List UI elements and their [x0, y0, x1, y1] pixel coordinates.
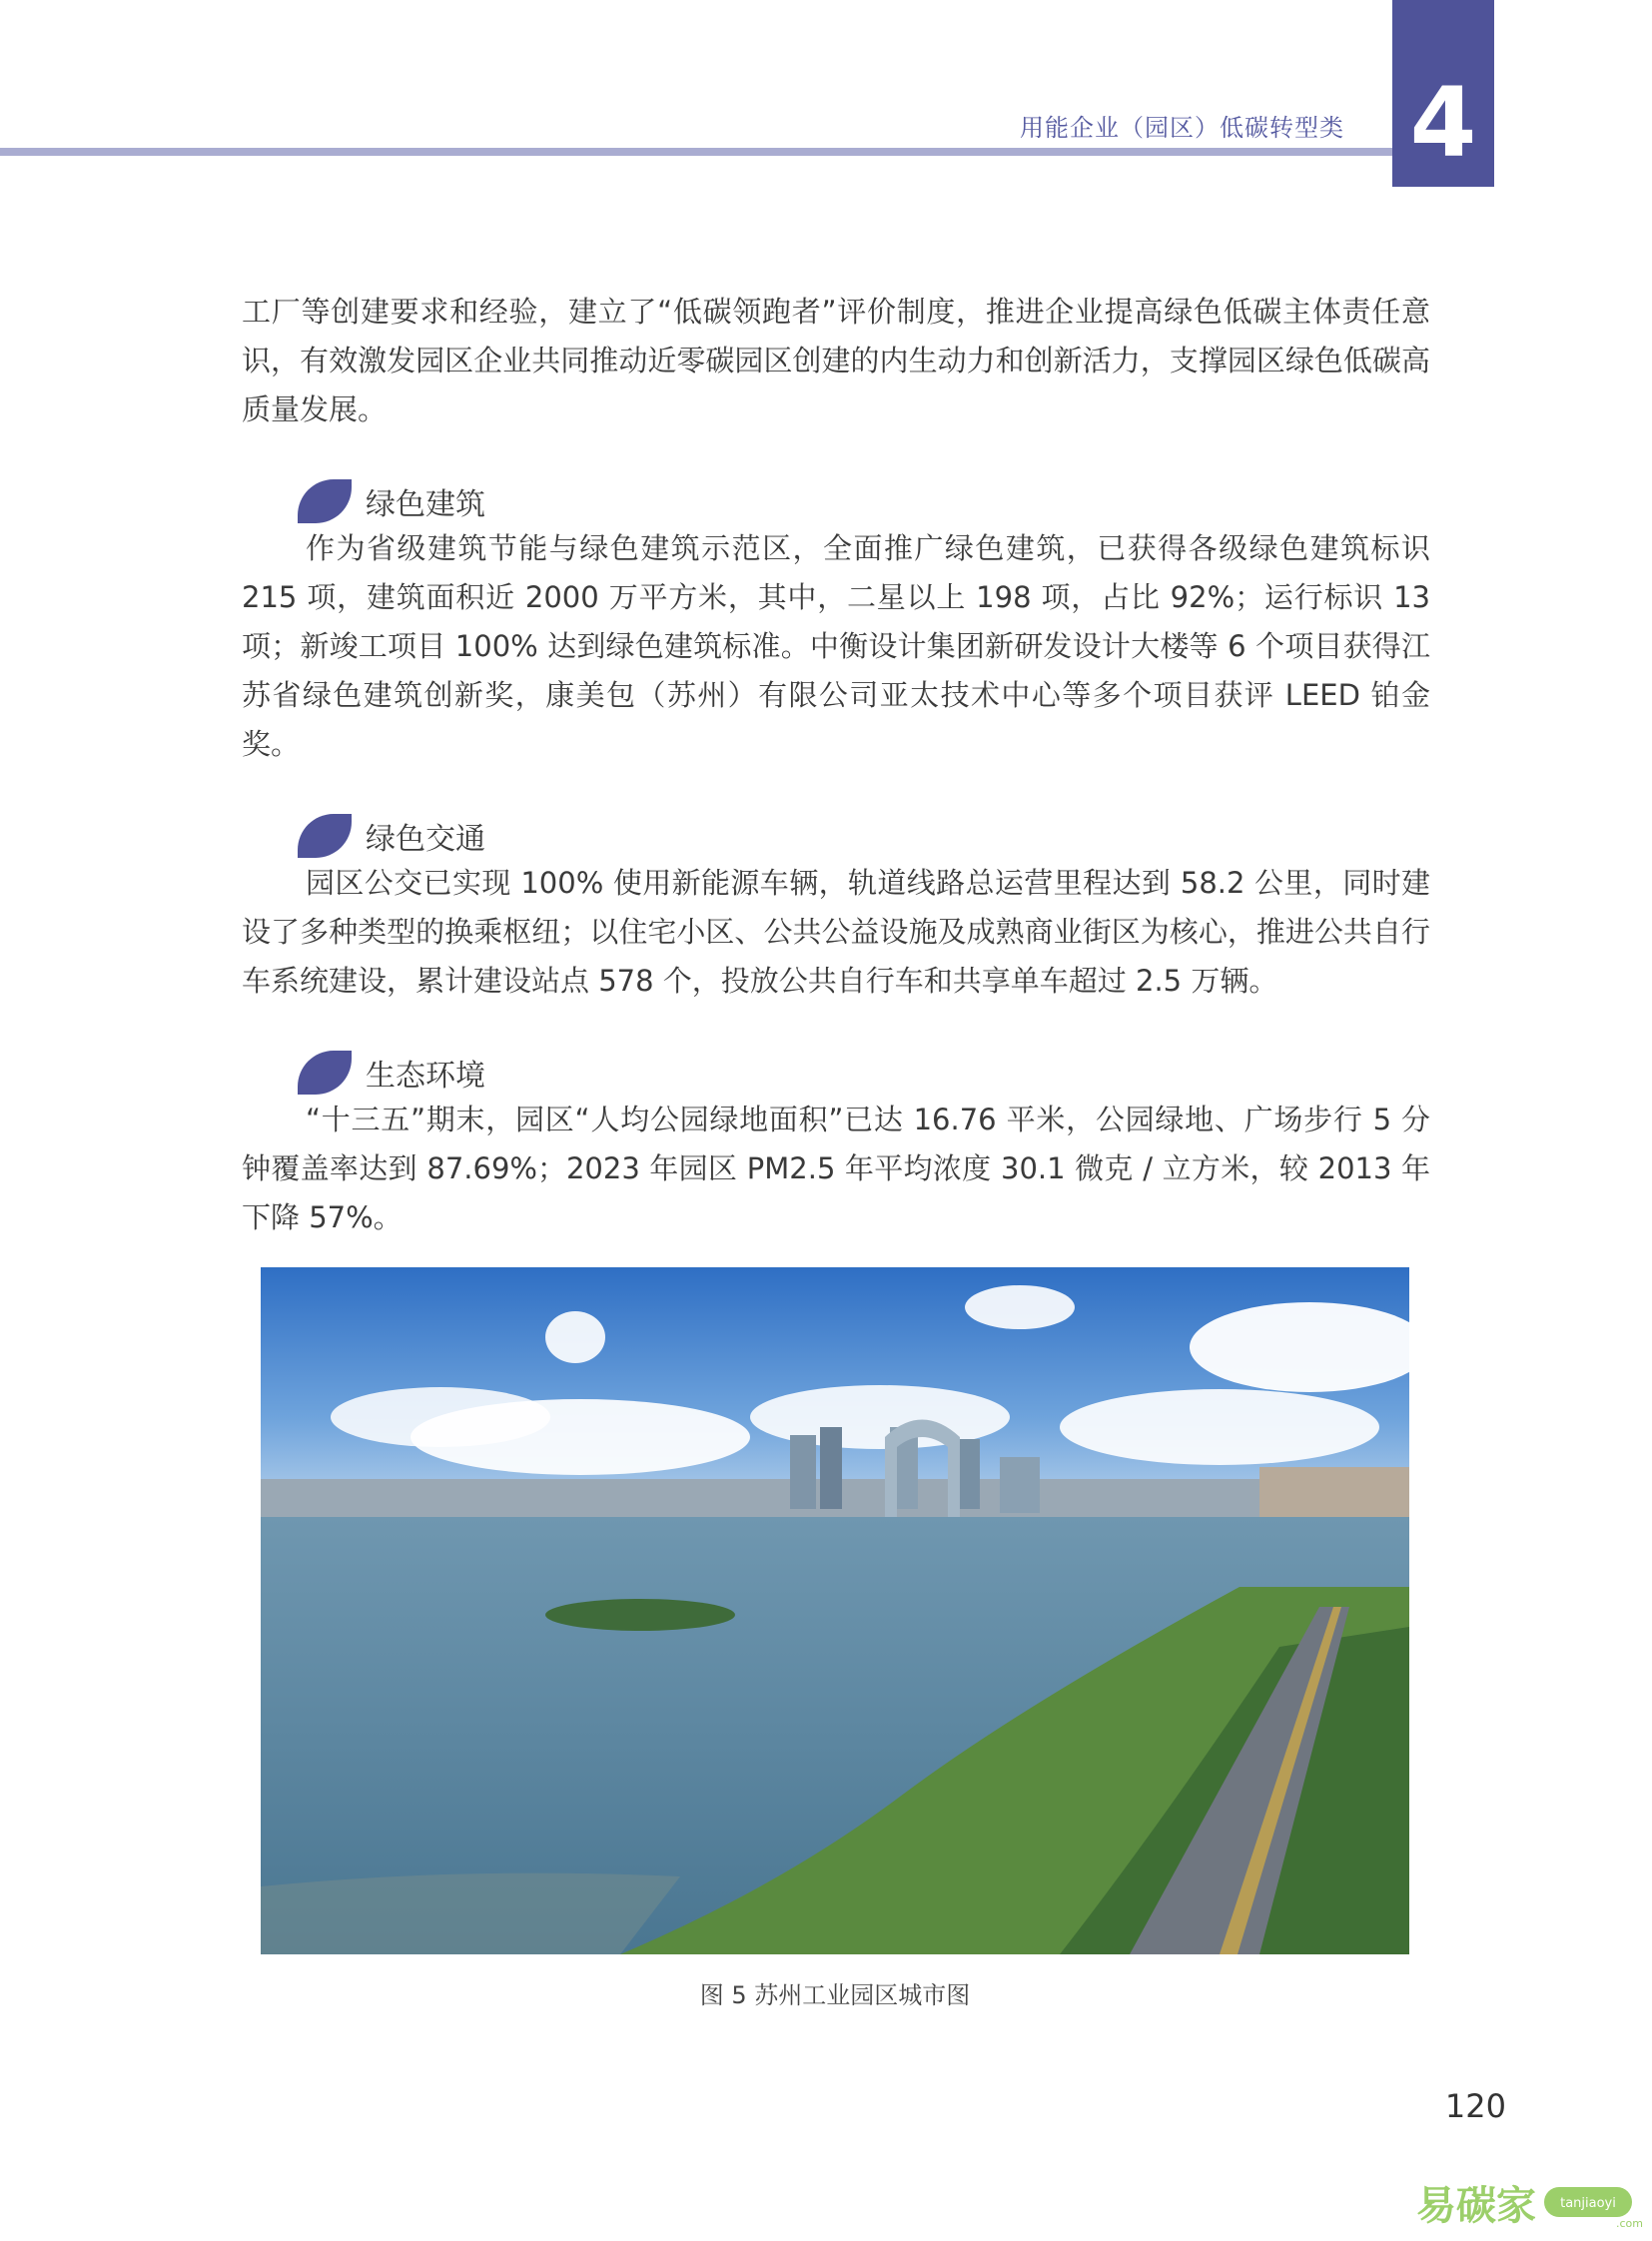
intro-paragraph: 工厂等创建要求和经验，建立了“低碳领跑者”评价制度，推进企业提高绿色低碳主体责任意识，有效激发园区企业共同推动近零碳园区创建的内生动力和创新活力，支撑园区绿色低碳高质量发展。 [242, 295, 1430, 426]
watermark-logo [1416, 2175, 1643, 2233]
section-title: 绿色建筑 [366, 487, 485, 522]
watermark-site: tanjiaoyi [1560, 2196, 1616, 2211]
header-rule [0, 148, 1392, 156]
section-title: 绿色交通 [366, 822, 485, 857]
figure-caption: 图 5 苏州工业园区城市图 [699, 1981, 971, 2009]
chapter-number: 4 [1409, 67, 1477, 179]
watermark-brand: 易碳家 [1416, 2183, 1536, 2229]
chapter-tab [1392, 0, 1494, 187]
section-paragraph: 作为省级建筑节能与绿色建筑示范区，全面推广绿色建筑，已获得各级绿色建筑标识 215 项，建筑面积近 2000 万平方米，其中，二星以上 198 项，占比 92%；运行标识 13 项；新竣工项目 100% 达到绿色建筑标准。中衡设计集团新研发设计大楼等 6 个项目获得江苏省绿色建筑创新奖，康美包（苏州）有限公司亚太技术中心等多个项目获评 LEED 铂金奖。 [242, 531, 1430, 761]
section-paragraph: “十三五”期末，园区“人均公园绿地面积”已达 16.76 平米，公园绿地、广场步行 5 分钟覆盖率达到 87.69%；2023 年园区 PM2.5 年平均浓度 30.1 微克 / 立方米，较 2013 年下降 57%。 [242, 1103, 1430, 1234]
section-paragraph: 园区公交已实现 100% 使用新能源车辆，轨道线路总运营里程达到 58.2 公里，同时建设了多种类型的换乘枢纽；以住宅小区、公共公益设施及成熟商业街区为核心，推进公共自行车系统建设，累计建设站点 578 个，投放公共自行车和共享单车超过 2.5 万辆。 [242, 866, 1430, 998]
section-title: 生态环境 [366, 1059, 485, 1094]
main-content [242, 288, 1430, 1242]
page-number: 120 [1444, 2087, 1506, 2125]
leaf-icon [298, 479, 352, 523]
city-photo [261, 1267, 1409, 1954]
section-heading-green-building [242, 478, 1430, 524]
leaf-icon [298, 814, 352, 858]
section-heading-green-transport [242, 813, 1430, 859]
header-section-label: 用能企业（园区）低碳转型类 [1020, 114, 1344, 142]
leaf-icon [298, 1051, 352, 1095]
watermark-domain: .com [1616, 2217, 1643, 2230]
section-heading-ecology [242, 1050, 1430, 1096]
